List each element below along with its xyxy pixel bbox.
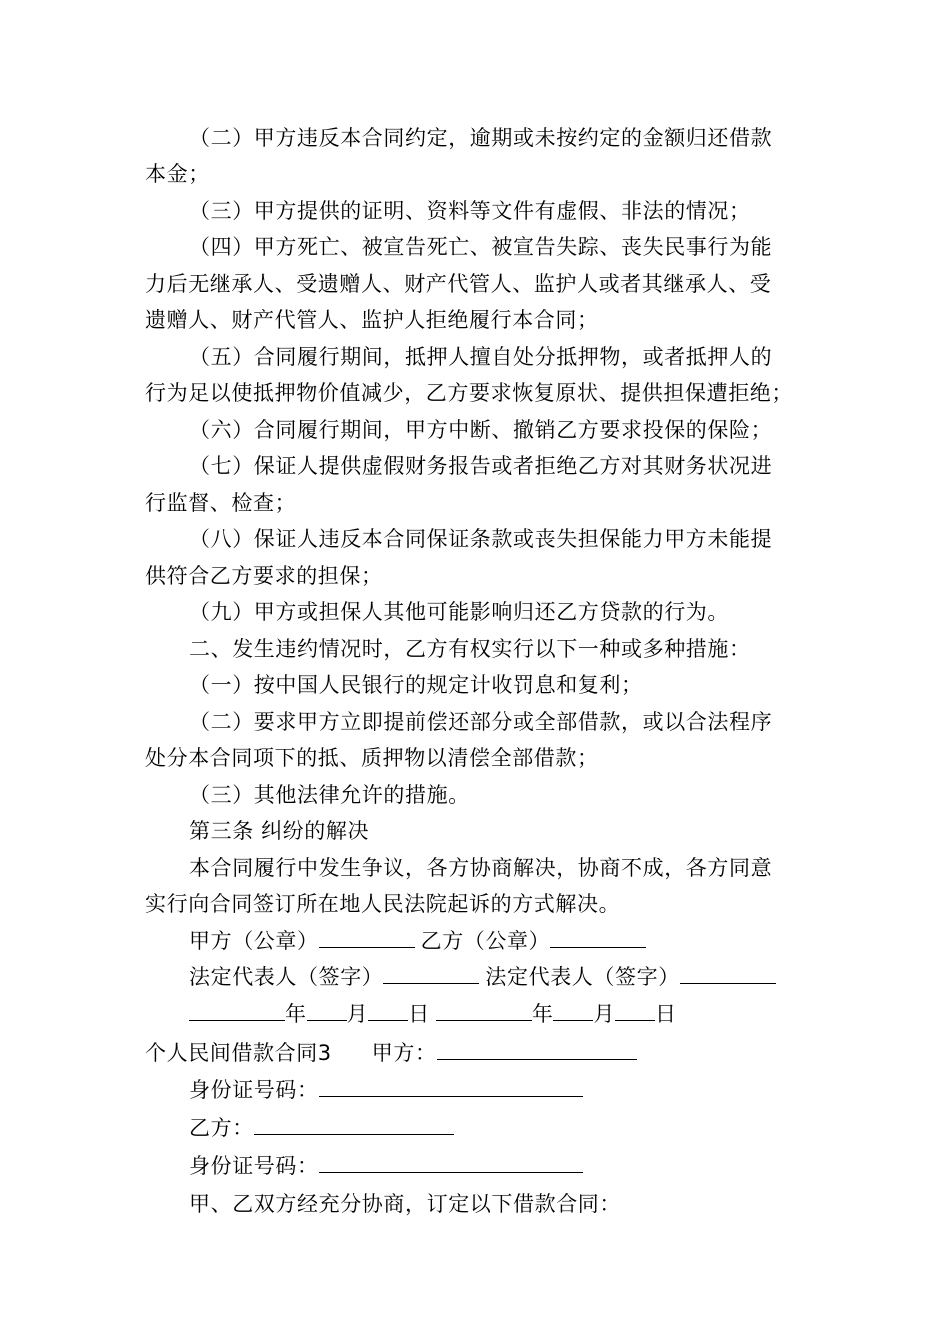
date-a-month-label: 月 [346,1002,369,1026]
contract-3-intro: 甲、乙双方经充分协商，订定以下借款合同： [189,1192,621,1216]
party-b-row [189,1110,454,1146]
party-b-id-row [189,1148,583,1184]
date-a-day-blank[interactable] [368,1000,408,1021]
party-b-seal-blank[interactable] [550,927,646,948]
clause-2-8-line-2: 供符合乙方要求的担保； [145,564,383,588]
party-b-seal-label: 乙方（公章） [420,929,551,953]
legal-rep-row [189,959,776,995]
party-b-id-label: 身份证号码： [189,1154,319,1178]
measure-2-line-2: 处分本合同项下的抵、质押物以清偿全部借款； [145,746,599,770]
date-b-month-label: 月 [593,1002,616,1026]
date-b-year-blank[interactable] [436,1000,532,1021]
party-b-id-blank[interactable] [319,1152,583,1173]
date-a-day-label: 日 [408,1002,430,1026]
clause-2-2-line-2: 本金； [145,162,210,186]
legal-rep-a-blank[interactable] [383,963,479,984]
party-b-label: 乙方： [189,1116,254,1140]
date-a-year-blank[interactable] [189,1000,285,1021]
date-b-day-blank[interactable] [615,1000,655,1021]
contract-3-title-row [145,1035,637,1071]
clause-2-5-line-1: （五）合同履行期间，抵押人擅自处分抵押物，或者抵押人的 [189,345,773,369]
date-row [189,996,677,1032]
clause-2-8-line-1: （八）保证人违反本合同保证条款或丧失担保能力甲方未能提 [189,527,773,551]
legal-rep-b-blank[interactable] [680,963,776,984]
contract-3-party-a-blank[interactable] [437,1039,637,1060]
dispute-resolution-line-2: 实行向合同签订所在地人民法院起诉的方式解决。 [145,892,621,916]
clause-2-6: （六）合同履行期间，甲方中断、撤销乙方要求投保的保险； [189,418,773,442]
legal-rep-b-label: 法定代表人（签字） [485,965,680,989]
date-b-month-blank[interactable] [553,1000,593,1021]
clause-2-9: （九）甲方或担保人其他可能影响归还乙方贷款的行为。 [189,600,729,624]
party-a-id-row [189,1072,583,1108]
party-a-id-label: 身份证号码： [189,1078,319,1102]
party-b-blank[interactable] [254,1114,454,1135]
clause-2-7-line-1: （七）保证人提供虚假财务报告或者拒绝乙方对其财务状况进 [189,454,773,478]
party-a-seal-blank[interactable] [319,927,415,948]
date-b-year-label: 年 [531,1002,554,1026]
measure-2-line-1: （二）要求甲方立即提前偿还部分或全部借款，或以合法程序 [189,710,773,734]
clause-2-3: （三）甲方提供的证明、资料等文件有虚假、非法的情况； [189,199,751,223]
clause-2-4-line-1: （四）甲方死亡、被宣告死亡、被宣告失踪、丧失民事行为能 [189,235,773,259]
clause-2-7-line-2: 行监督、检查； [145,491,297,515]
legal-rep-a-label: 法定代表人（签字） [189,965,384,989]
measure-1: （一）按中国人民银行的规定计收罚息和复利； [189,673,643,697]
clause-2-4-line-3: 遗赠人、财产代管人、监护人拒绝履行本合同； [145,308,599,332]
date-a-month-blank[interactable] [307,1000,347,1021]
article-three-heading: 第三条 纠纷的解决 [189,819,370,843]
date-b-day-label: 日 [655,1002,677,1026]
measure-3: （三）其他法律允许的措施。 [189,783,470,807]
clause-2-4-line-2: 力后无继承人、受遗赠人、财产代管人、监护人或者其继承人、受 [145,272,772,296]
contract-3-party-a-label: 甲方： [371,1041,437,1065]
party-a-id-blank[interactable] [319,1076,583,1097]
contract-3-title: 个人民间借款合同3 [145,1041,332,1065]
party-a-seal-label: 甲方（公章） [189,929,319,953]
clause-2-5-line-2: 行为足以使抵押物价值减少，乙方要求恢复原状、提供担保遭拒绝； [145,381,793,405]
date-a-year-label: 年 [285,1002,307,1026]
clause-2-2-line-1: （二）甲方违反本合同约定，逾期或未按约定的金额归还借款 [189,126,773,150]
section-two-heading: 二、发生违约情况时，乙方有权实行以下一种或多种措施： [189,637,751,661]
dispute-resolution-line-1: 本合同履行中发生争议，各方协商解决，协商不成，各方同意 [189,856,773,880]
seal-row [189,923,646,959]
